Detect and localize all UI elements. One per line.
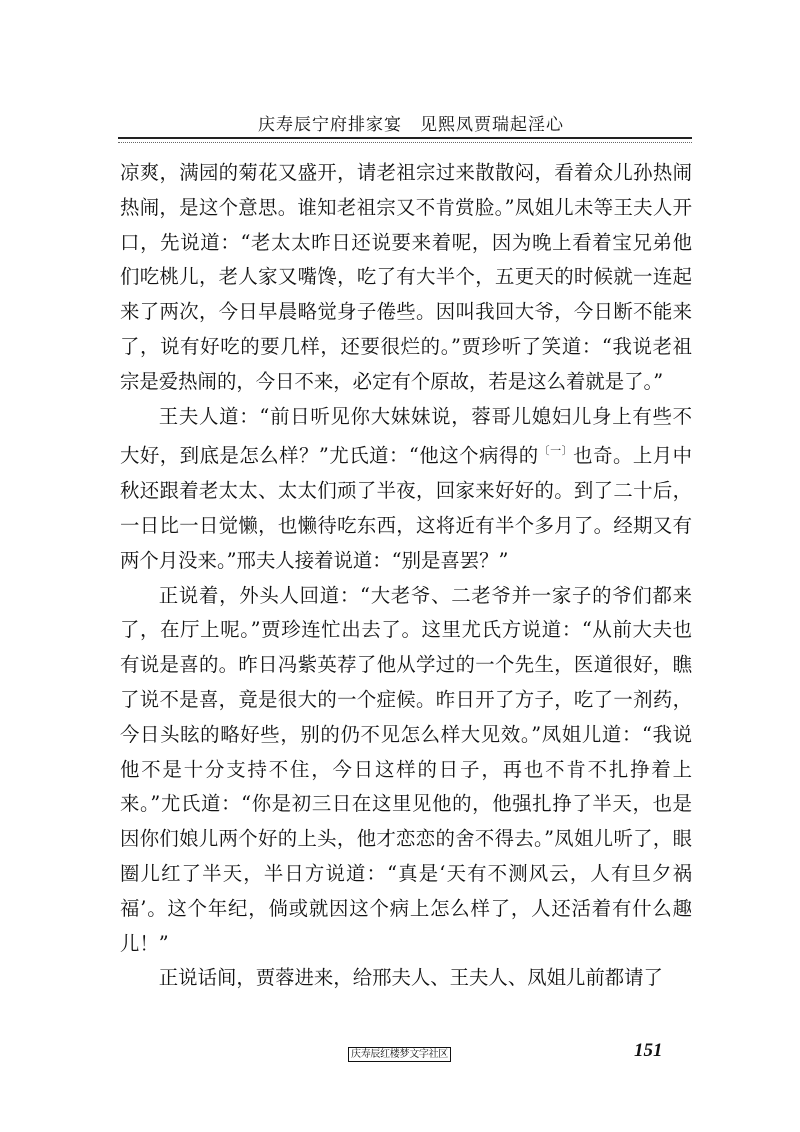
- paragraph-2: [120, 400, 692, 579]
- footnote-marker: 〔一〕: [538, 444, 574, 458]
- paragraph-1: [120, 156, 692, 400]
- body-text: [120, 156, 692, 996]
- paragraph-text: 凉爽，满园的菊花又盛开，请老祖宗过来散散闷，看着众儿孙热闹热闹，是这个意思。谁知老祖宗又不肯赏脸。”凤姐儿未等王夫人开口，先说道：“老太太昨日还说要来着呢，因为晚上看着宝兄弟他们吃桃儿，老人家又嘴馋，吃了有大半个，五更天的时候就一连起来了两次，今日早晨略觉身子倦些。因叫我回大爷，今日断不能来了，说有好吃的要几样，还要很烂的。”贾珍听了笑道：“我说老祖宗是爱热闹的，今日不来，必定有个原故，若是这么着就是了。”: [120, 161, 692, 393]
- header-rule-dotted: [118, 142, 692, 143]
- paragraph-text: 也奇。上月中秋还跟着老太太、太太们顽了半夜，回家来好好的。到了二十后，一日比一日觉懒，也懒待吃东西，这将近有半个多月了。经期又有两个月没来。”邢夫人接着说道：“别是喜罢？”: [120, 444, 693, 572]
- running-header: 庆寿辰宁府排家宴 见熙凤贾瑞起淫心: [258, 115, 564, 135]
- footer-stamp: 庆寿辰红楼梦文字社区: [348, 1047, 451, 1062]
- header-rule: [118, 137, 692, 139]
- paragraph-text: 王夫人道：“前日听见你大妹妹说，蓉哥儿媳妇儿身上有些不大好，到底是怎么样？”尤氏道：“他这个病得的: [120, 404, 692, 468]
- paragraph-text: 正说话间，贾蓉进来，给邢夫人、王夫人、凤姐儿前都请了: [158, 966, 663, 990]
- paragraph-text: 正说着，外头人回道：“大老爷、二老爷并一家子的爷们都来了，在厅上呢。”贾珍连忙出去了。这里尤氏方说道：“从前大夫也有说是喜的。昨日冯紫英荐了他从学过的一个先生，医道很好，瞧了说不是喜，竟是很大的一个症候。昨日开了方子，吃了一剂药，今日头眩的略好些，别的仍不见怎么样大见效。”凤姐儿道：“我说他不是十分支持不住，今日这样的日子，再也不肯不扎挣着上来。”尤氏道：“你是初三日在这里见他的，他强扎挣了半天，也是因你们娘儿两个好的上头，他才恋恋的舍不得去。”凤姐儿听了，眼圈儿红了半天，半日方说道：“真是‘天有不测风云，人有旦夕祸福’。这个年纪，倘或就因这个病上怎么样了，人还活着有什么趣儿！”: [120, 583, 692, 955]
- paragraph-4: [120, 961, 692, 996]
- paragraph-3: [120, 579, 692, 962]
- page-number: 151: [634, 1040, 663, 1061]
